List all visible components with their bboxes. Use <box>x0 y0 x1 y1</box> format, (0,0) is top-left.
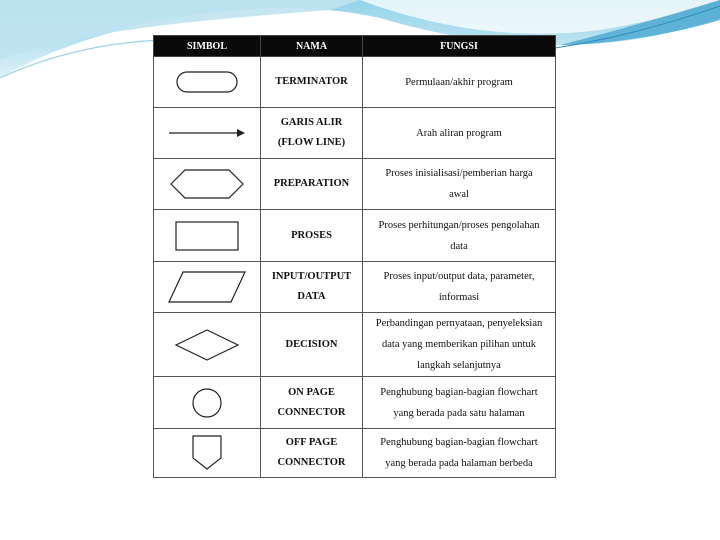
preparation-hexagon-icon <box>167 168 247 200</box>
function-cell: Penghubung bagian-bagian flowchart yang berada pada satu halaman <box>363 377 556 429</box>
input-output-parallelogram-icon <box>167 270 247 304</box>
name-cell: PROSES <box>261 210 363 262</box>
name-cell: ON PAGE CONNECTOR <box>261 377 363 429</box>
table-row <box>154 429 556 478</box>
header-name: NAMA <box>261 36 363 57</box>
table-row <box>154 262 556 313</box>
symbol-cell <box>154 57 261 108</box>
function-cell: Penghubung bagian-bagian flowchart yang berada pada halaman berbeda <box>363 429 556 478</box>
name-cell: TERMINATOR <box>261 57 363 108</box>
table-row <box>154 57 556 108</box>
off-page-connector-icon <box>190 434 224 472</box>
header-function: FUNGSI <box>363 36 556 57</box>
function-cell: Arah aliran program <box>363 108 556 159</box>
process-rectangle-icon <box>174 220 240 252</box>
function-cell: Proses inisialisasi/pemberian harga awal <box>363 159 556 210</box>
table-row <box>154 159 556 210</box>
on-page-connector-circle-icon <box>190 386 224 420</box>
flowchart-symbol-table <box>153 35 555 476</box>
symbol-cell <box>154 262 261 313</box>
name-cell: PREPARATION <box>261 159 363 210</box>
name-cell: GARIS ALIR (FLOW LINE) <box>261 108 363 159</box>
flow-line-arrow-icon <box>167 126 247 140</box>
name-cell: INPUT/OUTPUT DATA <box>261 262 363 313</box>
header-symbol: SIMBOL <box>154 36 261 57</box>
function-cell: Perbandingan pernyataan, penyeleksian data yang memberikan pilihan untuk langkah selanjutnya <box>363 313 556 377</box>
decision-diamond-icon <box>174 328 240 362</box>
name-cell: DECISION <box>261 313 363 377</box>
name-cell: OFF PAGE CONNECTOR <box>261 429 363 478</box>
table-row <box>154 108 556 159</box>
symbol-cell <box>154 377 261 429</box>
symbol-cell <box>154 108 261 159</box>
function-cell: Permulaan/akhir program <box>363 57 556 108</box>
symbol-cell <box>154 429 261 478</box>
function-cell: Proses input/output data, parameter, informasi <box>363 262 556 313</box>
terminator-icon <box>174 69 240 95</box>
symbol-cell <box>154 313 261 377</box>
function-cell: Proses perhitungan/proses pengolahan data <box>363 210 556 262</box>
table-row <box>154 210 556 262</box>
table-row <box>154 313 556 377</box>
symbol-cell <box>154 210 261 262</box>
symbol-cell <box>154 159 261 210</box>
table-header-row <box>154 36 556 57</box>
table-row <box>154 377 556 429</box>
